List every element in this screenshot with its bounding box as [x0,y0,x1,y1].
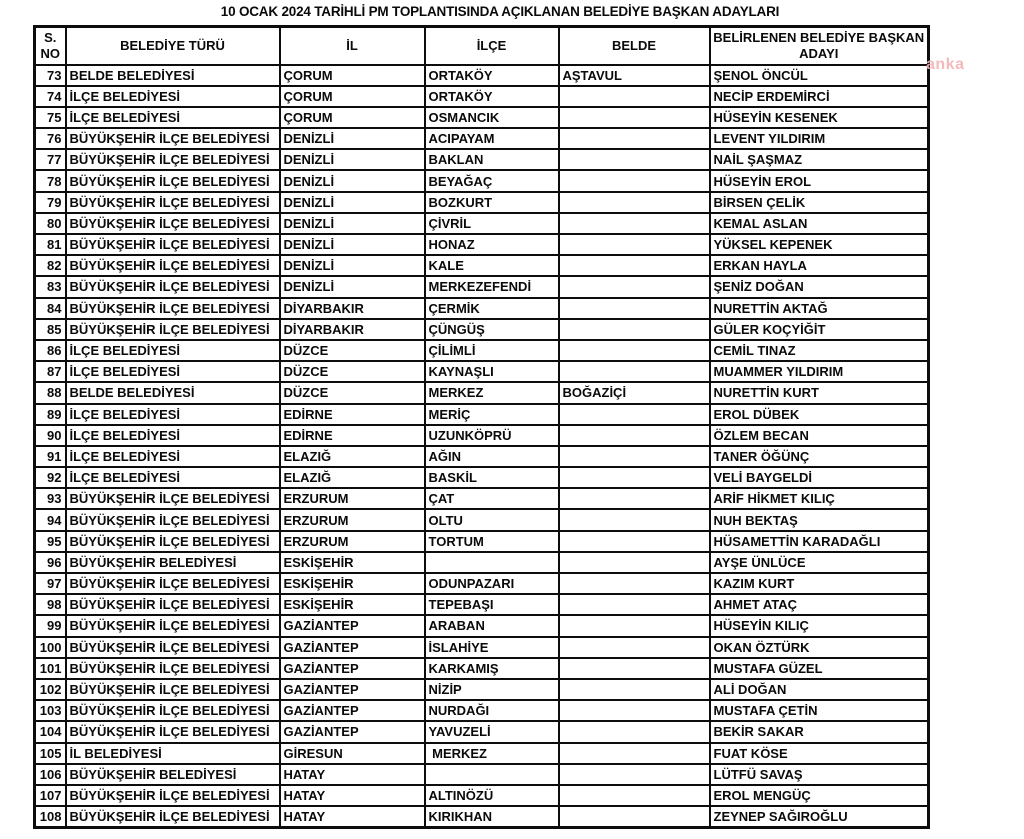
cell-province: DÜZCE [280,382,425,403]
table-body [35,65,929,828]
cell-province: GAZİANTEP [280,658,425,679]
cell-town [559,615,710,636]
cell-municipality-type: BELDE BELEDİYESİ [66,382,280,403]
cell-province: ELAZIĞ [280,467,425,488]
cell-candidate: BİRSEN ÇELİK [710,192,929,213]
cell-serial-number: 99 [35,615,66,636]
cell-candidate: MUAMMER YILDIRIM [710,361,929,382]
cell-candidate: GÜLER KOÇYİĞİT [710,319,929,340]
cell-candidate: ŞENOL ÖNCÜL [710,65,929,86]
cell-town [559,509,710,530]
cell-province: ERZURUM [280,531,425,552]
cell-serial-number: 83 [35,276,66,297]
cell-town [559,255,710,276]
table-row [35,552,929,573]
cell-district: OSMANCIK [425,107,559,128]
cell-serial-number: 92 [35,467,66,488]
cell-town [559,743,710,764]
table-row [35,319,929,340]
cell-serial-number: 74 [35,86,66,107]
cell-town [559,425,710,446]
cell-district: NİZİP [425,679,559,700]
cell-candidate: OKAN ÖZTÜRK [710,637,929,658]
cell-municipality-type: BÜYÜKŞEHİR İLÇE BELEDİYESİ [66,255,280,276]
cell-serial-number: 95 [35,531,66,552]
cell-serial-number: 77 [35,149,66,170]
table-row [35,128,929,149]
table-row [35,361,929,382]
cell-town [559,361,710,382]
cell-serial-number: 78 [35,170,66,191]
table-row [35,170,929,191]
table-row [35,573,929,594]
cell-serial-number: 85 [35,319,66,340]
cell-municipality-type: BÜYÜKŞEHİR İLÇE BELEDİYESİ [66,700,280,721]
table-row [35,192,929,213]
cell-municipality-type: İLÇE BELEDİYESİ [66,446,280,467]
cell-district: BEYAĞAÇ [425,170,559,191]
cell-town [559,319,710,340]
cell-candidate: ERKAN HAYLA [710,255,929,276]
cell-town [559,404,710,425]
cell-town [559,340,710,361]
cell-serial-number: 84 [35,298,66,319]
cell-serial-number: 94 [35,509,66,530]
cell-district: MERKEZEFENDİ [425,276,559,297]
header-row [35,27,929,65]
table-row [35,679,929,700]
table-row [35,276,929,297]
cell-province: DENİZLİ [280,276,425,297]
cell-province: HATAY [280,785,425,806]
cell-province: DENİZLİ [280,128,425,149]
cell-serial-number: 87 [35,361,66,382]
table-row [35,86,929,107]
cell-serial-number: 93 [35,488,66,509]
cell-candidate: ÖZLEM BECAN [710,425,929,446]
cell-town [559,213,710,234]
cell-candidate: HÜSEYİN EROL [710,170,929,191]
cell-district: KARKAMIŞ [425,658,559,679]
cell-province: GAZİANTEP [280,721,425,742]
cell-district: ORTAKÖY [425,86,559,107]
cell-municipality-type: BÜYÜKŞEHİR BELEDİYESİ [66,552,280,573]
table-row [35,255,929,276]
cell-municipality-type: İLÇE BELEDİYESİ [66,404,280,425]
cell-province: GAZİANTEP [280,637,425,658]
cell-province: ERZURUM [280,488,425,509]
table-header [35,27,929,65]
cell-town [559,234,710,255]
cell-candidate: ZEYNEP SAĞIROĞLU [710,806,929,827]
cell-province: HATAY [280,764,425,785]
cell-district: MERKEZ [425,382,559,403]
cell-serial-number: 108 [35,806,66,827]
cell-province: ÇORUM [280,107,425,128]
cell-province: DENİZLİ [280,213,425,234]
cell-town [559,298,710,319]
cell-municipality-type: BÜYÜKŞEHİR İLÇE BELEDİYESİ [66,594,280,615]
cell-candidate: VELİ BAYGELDİ [710,467,929,488]
cell-town [559,192,710,213]
cell-municipality-type: BÜYÜKŞEHİR İLÇE BELEDİYESİ [66,234,280,255]
cell-town [559,149,710,170]
cell-province: GAZİANTEP [280,700,425,721]
cell-province: ÇORUM [280,86,425,107]
cell-municipality-type: BÜYÜKŞEHİR İLÇE BELEDİYESİ [66,806,280,827]
cell-province: ESKİŞEHİR [280,594,425,615]
cell-serial-number: 75 [35,107,66,128]
cell-province: DENİZLİ [280,192,425,213]
cell-district [425,764,559,785]
cell-town [559,594,710,615]
cell-serial-number: 86 [35,340,66,361]
cell-municipality-type: BÜYÜKŞEHİR İLÇE BELEDİYESİ [66,149,280,170]
cell-province: ERZURUM [280,509,425,530]
table-row [35,764,929,785]
cell-candidate: HÜSEYİN KILIÇ [710,615,929,636]
table-row [35,404,929,425]
cell-district: ÇAT [425,488,559,509]
cell-district: ARABAN [425,615,559,636]
cell-district: ODUNPAZARI [425,573,559,594]
cell-municipality-type: İLÇE BELEDİYESİ [66,86,280,107]
cell-municipality-type: BÜYÜKŞEHİR İLÇE BELEDİYESİ [66,658,280,679]
table-row [35,213,929,234]
cell-serial-number: 88 [35,382,66,403]
cell-town: AŞTAVUL [559,65,710,86]
cell-town [559,488,710,509]
cell-district: ÇİLİMLİ [425,340,559,361]
cell-candidate: HÜSEYİN KESENEK [710,107,929,128]
cell-district: KAYNAŞLI [425,361,559,382]
header-serial-number: S. NO [35,27,66,65]
cell-province: EDİRNE [280,404,425,425]
cell-district: NURDAĞI [425,700,559,721]
table-row [35,509,929,530]
cell-province: DENİZLİ [280,255,425,276]
cell-municipality-type: BÜYÜKŞEHİR İLÇE BELEDİYESİ [66,573,280,594]
cell-town [559,658,710,679]
cell-town [559,637,710,658]
cell-candidate: YÜKSEL KEPENEK [710,234,929,255]
cell-province: DENİZLİ [280,149,425,170]
cell-candidate: MUSTAFA ÇETİN [710,700,929,721]
cell-serial-number: 90 [35,425,66,446]
cell-candidate: FUAT KÖSE [710,743,929,764]
cell-town [559,446,710,467]
cell-candidate: ARİF HİKMET KILIÇ [710,488,929,509]
table-row [35,785,929,806]
cell-serial-number: 100 [35,637,66,658]
cell-serial-number: 81 [35,234,66,255]
cell-province: DENİZLİ [280,170,425,191]
table-row [35,806,929,827]
cell-district: İSLAHİYE [425,637,559,658]
cell-serial-number: 82 [35,255,66,276]
cell-serial-number: 89 [35,404,66,425]
cell-candidate: AYŞE ÜNLÜCE [710,552,929,573]
cell-district: AĞIN [425,446,559,467]
cell-serial-number: 103 [35,700,66,721]
cell-town: BOĞAZİÇİ [559,382,710,403]
cell-town [559,552,710,573]
cell-town [559,467,710,488]
table-row [35,594,929,615]
cell-town [559,785,710,806]
cell-municipality-type: BÜYÜKŞEHİR İLÇE BELEDİYESİ [66,128,280,149]
cell-province: ESKİŞEHİR [280,552,425,573]
cell-municipality-type: BÜYÜKŞEHİR İLÇE BELEDİYESİ [66,319,280,340]
table-row [35,615,929,636]
cell-municipality-type: İLÇE BELEDİYESİ [66,467,280,488]
candidates-table [33,25,930,829]
cell-district: KALE [425,255,559,276]
cell-candidate: ŞENİZ DOĞAN [710,276,929,297]
cell-candidate: NUH BEKTAŞ [710,509,929,530]
cell-serial-number: 80 [35,213,66,234]
cell-district: BASKİL [425,467,559,488]
header-municipality-type: BELEDİYE TÜRÜ [66,27,280,65]
cell-district: HONAZ [425,234,559,255]
cell-municipality-type: BÜYÜKŞEHİR BELEDİYESİ [66,764,280,785]
cell-serial-number: 107 [35,785,66,806]
cell-candidate: LEVENT YILDIRIM [710,128,929,149]
cell-province: ESKİŞEHİR [280,573,425,594]
cell-district: MERKEZ [425,743,559,764]
table-row [35,467,929,488]
cell-province: EDİRNE [280,425,425,446]
cell-candidate: NURETTİN AKTAĞ [710,298,929,319]
table-row [35,637,929,658]
cell-municipality-type: BÜYÜKŞEHİR İLÇE BELEDİYESİ [66,213,280,234]
cell-municipality-type: BÜYÜKŞEHİR İLÇE BELEDİYESİ [66,615,280,636]
anka-watermark: anka [926,56,965,73]
cell-province: DÜZCE [280,340,425,361]
table-row [35,425,929,446]
cell-candidate: AHMET ATAÇ [710,594,929,615]
cell-town [559,573,710,594]
cell-municipality-type: BÜYÜKŞEHİR İLÇE BELEDİYESİ [66,509,280,530]
cell-municipality-type: BÜYÜKŞEHİR İLÇE BELEDİYESİ [66,298,280,319]
cell-district [425,552,559,573]
cell-town [559,679,710,700]
cell-candidate: KAZIM KURT [710,573,929,594]
table-row [35,382,929,403]
cell-candidate: TANER ÖĞÜNÇ [710,446,929,467]
cell-municipality-type: İLÇE BELEDİYESİ [66,107,280,128]
cell-district: KIRIKHAN [425,806,559,827]
cell-province: DİYARBAKIR [280,319,425,340]
cell-serial-number: 102 [35,679,66,700]
cell-candidate: LÜTFÜ SAVAŞ [710,764,929,785]
cell-town [559,806,710,827]
cell-town [559,86,710,107]
cell-serial-number: 96 [35,552,66,573]
cell-province: ÇORUM [280,65,425,86]
table-row [35,488,929,509]
header-town: BELDE [559,27,710,65]
cell-province: DÜZCE [280,361,425,382]
cell-town [559,128,710,149]
cell-municipality-type: İLÇE BELEDİYESİ [66,361,280,382]
cell-province: ELAZIĞ [280,446,425,467]
table-row [35,149,929,170]
cell-municipality-type: BÜYÜKŞEHİR İLÇE BELEDİYESİ [66,637,280,658]
table-row [35,700,929,721]
table-row [35,107,929,128]
cell-candidate: NAİL ŞAŞMAZ [710,149,929,170]
cell-province: HATAY [280,806,425,827]
cell-municipality-type: BELDE BELEDİYESİ [66,65,280,86]
table-row [35,65,929,86]
cell-candidate: NECİP ERDEMİRCİ [710,86,929,107]
cell-district: BOZKURT [425,192,559,213]
cell-serial-number: 105 [35,743,66,764]
cell-candidate: EROL MENGÜÇ [710,785,929,806]
cell-district: UZUNKÖPRÜ [425,425,559,446]
cell-district: TORTUM [425,531,559,552]
cell-municipality-type: BÜYÜKŞEHİR İLÇE BELEDİYESİ [66,488,280,509]
cell-province: DENİZLİ [280,234,425,255]
table-row [35,721,929,742]
cell-town [559,721,710,742]
cell-district: TEPEBAŞI [425,594,559,615]
header-district: İLÇE [425,27,559,65]
table-row [35,446,929,467]
header-province: İL [280,27,425,65]
table-row [35,298,929,319]
cell-town [559,764,710,785]
cell-candidate: NURETTİN KURT [710,382,929,403]
page-title: 10 OCAK 2024 TARİHLİ PM TOPLANTISINDA AÇIKLANAN BELEDİYE BAŞKAN ADAYLARI [220,4,780,19]
cell-candidate: HÜSAMETTİN KARADAĞLI [710,531,929,552]
table-row [35,531,929,552]
cell-district: ÇİVRİL [425,213,559,234]
cell-municipality-type: BÜYÜKŞEHİR İLÇE BELEDİYESİ [66,276,280,297]
cell-municipality-type: İL BELEDİYESİ [66,743,280,764]
cell-candidate: KEMAL ASLAN [710,213,929,234]
table-row [35,743,929,764]
cell-district: ÇÜNGÜŞ [425,319,559,340]
cell-town [559,700,710,721]
cell-municipality-type: BÜYÜKŞEHİR İLÇE BELEDİYESİ [66,721,280,742]
cell-serial-number: 101 [35,658,66,679]
cell-municipality-type: BÜYÜKŞEHİR İLÇE BELEDİYESİ [66,531,280,552]
cell-province: DİYARBAKIR [280,298,425,319]
cell-municipality-type: BÜYÜKŞEHİR İLÇE BELEDİYESİ [66,192,280,213]
cell-serial-number: 76 [35,128,66,149]
cell-municipality-type: İLÇE BELEDİYESİ [66,425,280,446]
cell-candidate: ALİ DOĞAN [710,679,929,700]
cell-town [559,107,710,128]
cell-province: GAZİANTEP [280,615,425,636]
cell-district: MERİÇ [425,404,559,425]
cell-serial-number: 106 [35,764,66,785]
cell-district: ALTINÖZÜ [425,785,559,806]
table-row [35,658,929,679]
cell-municipality-type: BÜYÜKŞEHİR İLÇE BELEDİYESİ [66,170,280,191]
cell-serial-number: 98 [35,594,66,615]
cell-municipality-type: BÜYÜKŞEHİR İLÇE BELEDİYESİ [66,679,280,700]
cell-province: GİRESUN [280,743,425,764]
cell-serial-number: 104 [35,721,66,742]
cell-district: BAKLAN [425,149,559,170]
cell-serial-number: 79 [35,192,66,213]
cell-candidate: EROL DÜBEK [710,404,929,425]
header-candidate: BELİRLENEN BELEDİYE BAŞKAN ADAYI [710,27,929,65]
cell-serial-number: 91 [35,446,66,467]
table-row [35,340,929,361]
cell-municipality-type: BÜYÜKŞEHİR İLÇE BELEDİYESİ [66,785,280,806]
cell-serial-number: 97 [35,573,66,594]
cell-district: ÇERMİK [425,298,559,319]
cell-province: GAZİANTEP [280,679,425,700]
cell-district: ORTAKÖY [425,65,559,86]
cell-serial-number: 73 [35,65,66,86]
cell-town [559,276,710,297]
cell-town [559,531,710,552]
cell-candidate: MUSTAFA GÜZEL [710,658,929,679]
cell-town [559,170,710,191]
table-row [35,234,929,255]
cell-district: ACIPAYAM [425,128,559,149]
cell-candidate: BEKİR SAKAR [710,721,929,742]
cell-district: YAVUZELİ [425,721,559,742]
cell-candidate: CEMİL TINAZ [710,340,929,361]
cell-municipality-type: İLÇE BELEDİYESİ [66,340,280,361]
cell-district: OLTU [425,509,559,530]
